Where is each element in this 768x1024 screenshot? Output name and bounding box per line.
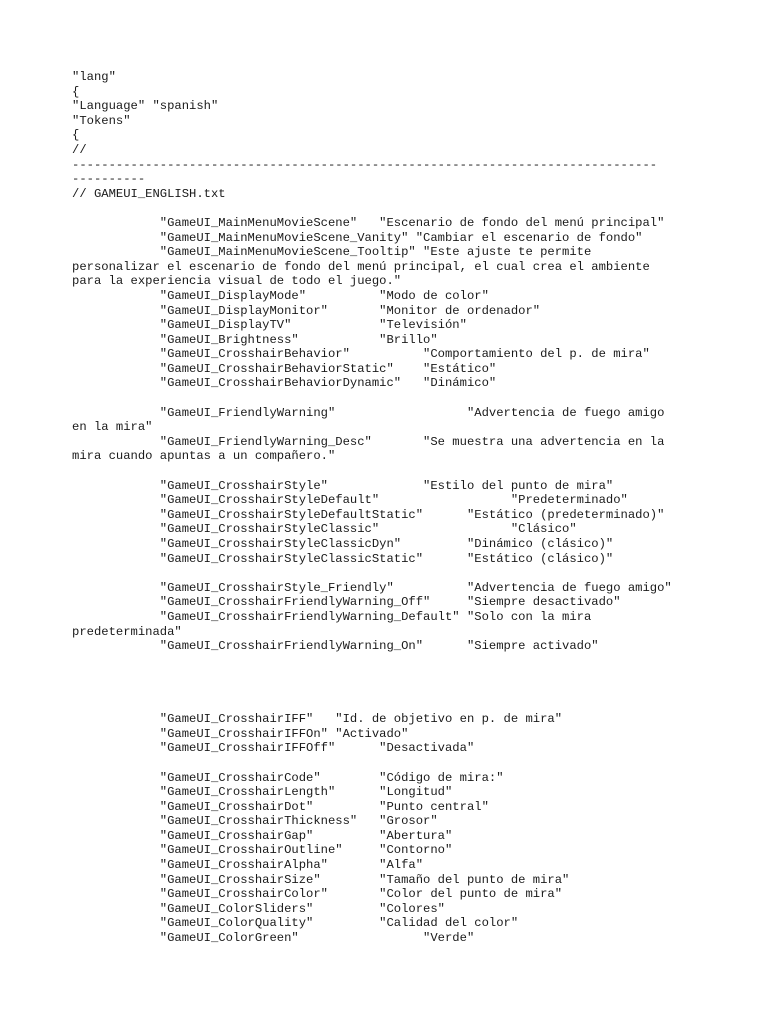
token-line: "GameUI_CrosshairFriendlyWarning_Default" "Solo con la mira [72,609,592,624]
blank-line [72,756,712,771]
text-line: "Tokens" [72,113,131,128]
text-line: "lang" [72,70,116,84]
text-line: // [72,142,87,157]
blank-line [72,201,712,216]
token-line: "GameUI_CrosshairFriendlyWarning_Off" "Siempre desactivado" [72,595,621,610]
token-line: "GameUI_CrosshairIFFOff" "Desactivada" [72,741,475,756]
token-line: "GameUI_Brightness" "Brillo" [72,332,438,347]
token-line: "GameUI_DisplayMonitor" "Monitor de ordenador" [72,303,541,318]
token-line: para la experiencia visual de todo el juego." [72,274,402,289]
token-line: "GameUI_ColorQuality" "Calidad del color" [72,916,519,931]
token-line: "GameUI_CrosshairGap" "Abertura" [72,828,453,843]
blank-line [72,464,712,479]
document-text [72,70,712,946]
token-line: "GameUI_CrosshairStyleClassic" "Clásico" [72,522,577,537]
token-line: "GameUI_DisplayMode" "Modo de color" [72,288,489,303]
blank-line [72,698,712,713]
token-line: "GameUI_CrosshairStyleDefault" "Predeterminado" [72,493,628,508]
token-line: "GameUI_ColorGreen" "Verde" [72,931,475,946]
token-line: "GameUI_MainMenuMovieScene_Tooltip" "Este ajuste te permite [72,245,592,260]
blank-line [72,654,712,669]
token-line: "GameUI_CrosshairColor" "Color del punto de mira" [72,887,563,902]
text-line: "Language" "spanish" [72,99,219,114]
token-line: "GameUI_CrosshairOutline" "Contorno" [72,843,453,858]
token-line: "GameUI_DisplayTV" "Televisión" [72,318,467,333]
token-line: "GameUI_CrosshairDot" "Punto central" [72,799,489,814]
token-line: "GameUI_CrosshairSize" "Tamaño del punto de mira" [72,872,570,887]
token-line: predeterminada" [72,624,182,639]
token-line: "GameUI_CrosshairBehaviorDynamic" "Dinámico" [72,376,497,391]
token-line: "GameUI_CrosshairThickness" "Grosor" [72,814,438,829]
token-line: "GameUI_CrosshairStyleDefaultStatic" "Estático (predeterminado)" [72,507,665,522]
token-line: "GameUI_CrosshairStyleClassicStatic" "Estático (clásico)" [72,551,614,566]
token-line: "GameUI_MainMenuMovieScene_Vanity" "Cambiar el escenario de fondo" [72,230,643,245]
token-line: "GameUI_ColorSliders" "Colores" [72,901,445,916]
token-line: "GameUI_CrosshairAlpha" "Alfa" [72,858,424,873]
text-line: { [72,84,80,99]
blank-line [72,668,712,683]
token-line: "GameUI_CrosshairFriendlyWarning_On" "Siempre activado" [72,639,599,654]
file-comment: // GAMEUI_ENGLISH.txt [72,186,226,201]
token-line: "GameUI_CrosshairStyle" "Estilo del punto de mira" [72,478,614,493]
token-line: "GameUI_CrosshairBehavior" "Comportamiento del p. de mira" [72,347,650,362]
token-line: "GameUI_CrosshairIFF" "Id. de objetivo en p. de mira" [72,712,563,727]
blank-line [72,391,712,406]
token-line: "GameUI_CrosshairStyle_Friendly" "Advertencia de fuego amigo" [72,580,672,595]
token-line: "GameUI_CrosshairStyleClassicDyn" "Dinámico (clásico)" [72,537,614,551]
token-line: "GameUI_CrosshairCode" "Código de mira:" [72,770,504,785]
text-line: { [72,128,80,143]
blank-line [72,566,712,581]
token-line: "GameUI_FriendlyWarning" "Advertencia de fuego amigo [72,405,665,420]
separator-line: ---------- [72,172,146,187]
token-line: "GameUI_CrosshairLength" "Longitud" [72,785,453,800]
separator-line: -------------------------------------------------------------------------------- [72,157,658,172]
blank-line [72,683,712,698]
token-line: "GameUI_CrosshairBehaviorStatic" "Estático" [72,361,497,376]
token-line: personalizar el escenario de fondo del menú principal, el cual crea el ambiente [72,259,650,274]
token-line: "GameUI_CrosshairIFFOn" "Activado" [72,726,409,741]
token-line: "GameUI_MainMenuMovieScene" "Escenario de fondo del menú principal" [72,215,665,230]
token-line: "GameUI_FriendlyWarning_Desc" "Se muestra una advertencia en la [72,434,665,449]
token-line: mira cuando apuntas a un compañero." [72,449,336,464]
token-line: en la mira" [72,420,153,435]
